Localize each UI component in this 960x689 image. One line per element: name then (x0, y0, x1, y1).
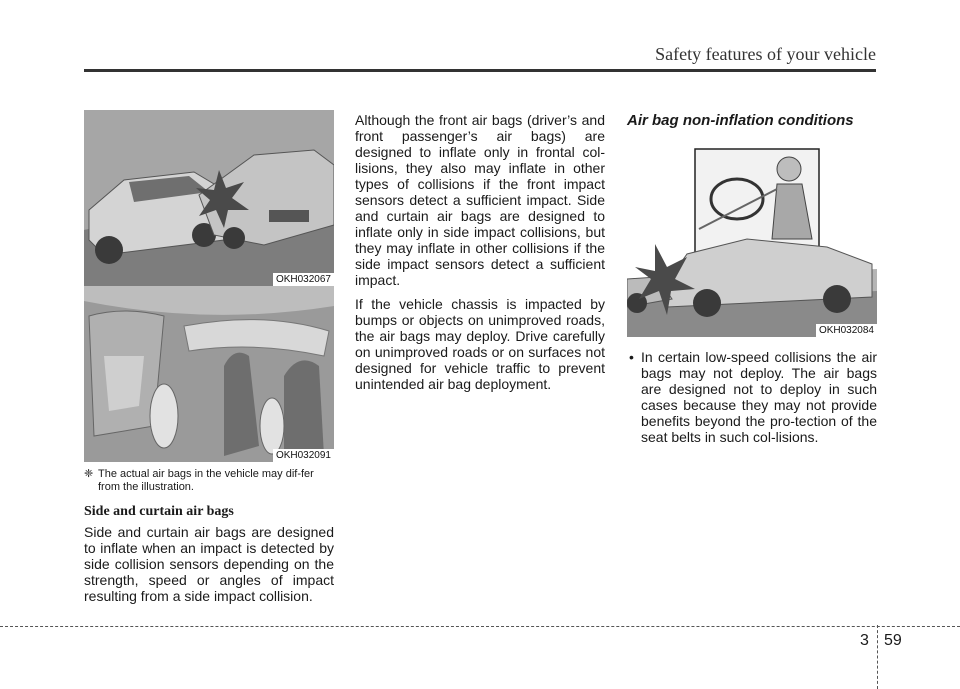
curtain-airbag-illustration (84, 286, 334, 462)
side-collision-illustration (84, 110, 334, 286)
illustration-note (84, 468, 334, 494)
section-heading: Air bag non-inflation conditions (627, 112, 854, 129)
page-divider (877, 625, 878, 689)
paragraph: If the vehicle chassis is impacted by bumps or objects on unimproved roads, the air bags may deploy. Drive carefully on unimproved roads or on surfaces not designed for vehicle traffic to prevent unintended air bag deployment. (355, 296, 605, 392)
paragraph: Although the front air bags (driver’s and front passenger’s air bags) are designed to inflate only in frontal col-lisions, they also may inflate in other types of collisions if the front impact sensors detect a sufficient impact. Side and curtain air bags are designed to inflate only in side impact collisions, but they may inflate in other collisions if the side impact sensors detect a sufficient impact. (355, 112, 605, 288)
left-column (84, 110, 334, 612)
right-column (627, 110, 877, 445)
note-text: The actual air bags in the vehicle may dif-fer from the illustration. (98, 468, 314, 493)
section-heading: Side and curtain air bags (84, 504, 234, 519)
header-rule (84, 69, 876, 72)
bullet-text: In certain low-speed collisions the air bags may not deploy. The air bags are designed not to deploy in such cases because they may not provide benefits beyond the pro-tection of the seat belts in such col-lisions. (641, 349, 877, 445)
paragraph: Side and curtain air bags are designed to inflate when an impact is detected by side collision sensors depending on the strength, speed or angles of impact resulting from a side impact collision. (84, 524, 334, 604)
chapter-number: 3 (860, 632, 869, 649)
figure-code: OKH032091 (273, 449, 334, 462)
page-number: 59 (884, 632, 902, 649)
bullet-item (627, 349, 877, 445)
footer-rule (0, 626, 960, 627)
middle-column (355, 110, 605, 400)
bullet-symbol: • (629, 349, 634, 365)
figure-code: OKH032067 (273, 273, 334, 286)
header-title: Safety features of your vehicle (655, 44, 876, 64)
low-speed-collision-illustration (627, 139, 877, 337)
note-symbol: ❈ (84, 468, 94, 480)
figure-code: OKH032084 (816, 324, 877, 337)
